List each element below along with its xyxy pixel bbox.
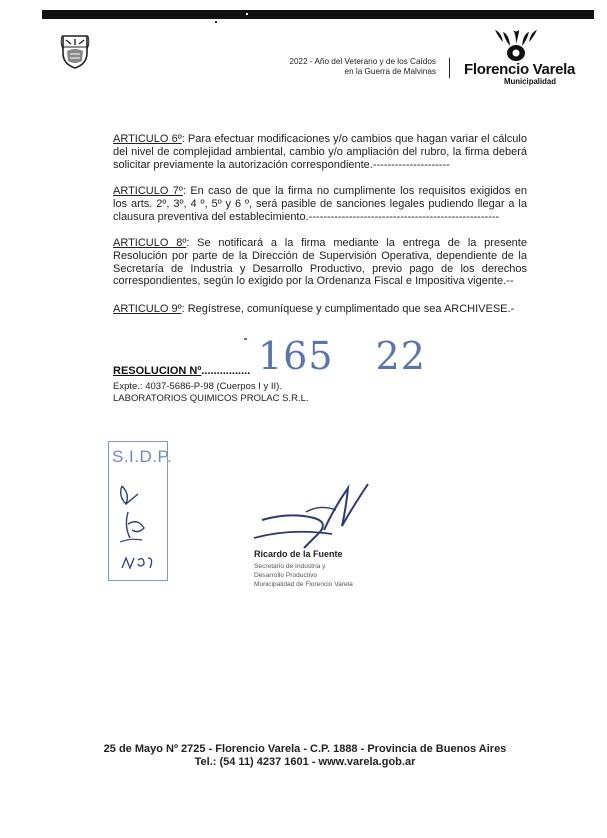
article-6 xyxy=(113,133,527,171)
signatory-title: Municipalidad de Florencio Varela xyxy=(254,581,353,588)
scan-speck xyxy=(246,13,248,15)
commemorative-motto xyxy=(200,57,436,77)
footer-contact xyxy=(95,743,515,769)
article-9 xyxy=(113,303,527,316)
resolution-label-text: RESOLUCION Nº xyxy=(113,365,202,377)
signatory-title: Desarrollo Productivo xyxy=(254,572,318,579)
resolution-number-stamp xyxy=(258,334,468,378)
signature xyxy=(250,482,390,554)
article-text: : Se notificará a la firma mediante la entrega de la presente Resolución por parte de la Dirección de Supervisión Operativa, dependiente de la Secretaría de Industria y Desarrollo Productivo, previo pago de los derechos correspondientes, según lo exigido por la Ordenanza Fiscal e Impositiva vigente.-- xyxy=(113,237,527,288)
signatory-title: Secretario de Industria y xyxy=(254,563,326,570)
resolution-year: 22 xyxy=(375,334,426,378)
scan-speck xyxy=(215,21,217,23)
florencio-varela-logo-icon xyxy=(493,28,539,62)
brand-subtitle: Municipalidad xyxy=(504,77,556,86)
article-heading: ARTICULO 6º xyxy=(113,133,182,145)
brand-name: Florencio Varela xyxy=(464,61,576,78)
motto-line: 2022 - Año del Veterano y de los Caídos xyxy=(289,57,436,66)
article-heading: ARTICULO 8º xyxy=(113,237,187,249)
resolution-number: 165 xyxy=(258,334,334,378)
footer-phone-web: Tel.: (54 11) 4237 1601 - www.varela.gob.ar xyxy=(194,756,416,768)
municipal-crest-icon xyxy=(60,33,90,70)
article-text: : Para efectuar modificaciones y/o cambios que hagan variar el cálculo del nivel de complejidad ambiental, cambio y/o ampliación del rubro, la firma deberá solicitar previamente la autorización correspondiente.--------------------- xyxy=(113,133,527,171)
article-8 xyxy=(113,237,527,288)
motto-line: en la Guerra de Malvinas xyxy=(344,67,436,76)
signatory-name: Ricardo de la Fuente xyxy=(254,549,343,559)
signatory-block xyxy=(254,550,374,589)
resolution-label xyxy=(113,365,250,377)
article-text: : Regístrese, comuníquese y cumplimentado que sea ARCHIVESE.- xyxy=(181,303,515,315)
top-border-bar xyxy=(42,10,594,19)
footer-address: 25 de Mayo Nº 2725 - Florencio Varela - C.P. 1888 - Provincia de Buenos Aires xyxy=(103,743,507,755)
article-heading: ARTICULO 7º xyxy=(113,185,183,197)
handwritten-initials xyxy=(108,472,168,582)
stamp-mark xyxy=(244,338,247,340)
sidp-stamp-text: S.I.D.P. xyxy=(112,447,173,466)
expediente-number: Expte.: 4037-5686-P-98 (Cuerpos I y II). xyxy=(113,381,282,392)
article-heading: ARTICULO 9º xyxy=(113,303,182,315)
resolution-dots: ................ xyxy=(201,365,251,377)
header-divider xyxy=(449,58,450,78)
expediente-block xyxy=(113,381,309,404)
article-text: : En caso de que la firma no cumplimente los requisitos exigidos en los arts. 2º, 3º, 4 º, 5º y 6 º, será pasible de sanciones legales pudiendo llegar a la clausura preventiva del establecimiento.---------------------------------------------------- xyxy=(113,185,527,223)
company-name: LABORATORIOS QUIMICOS PROLAC S.R.L. xyxy=(113,392,309,404)
article-7 xyxy=(113,185,527,223)
